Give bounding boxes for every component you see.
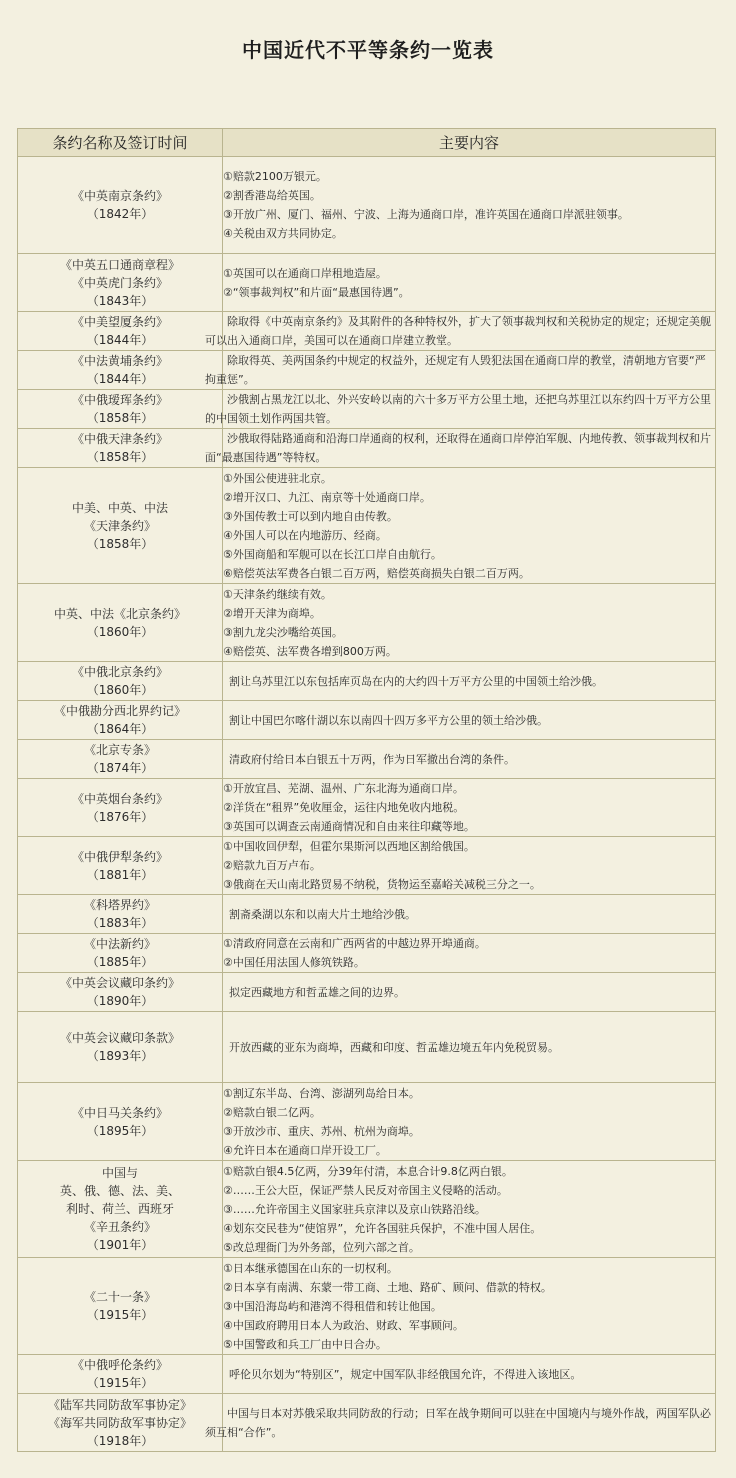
- table-row: [18, 1355, 716, 1394]
- table-row: [18, 312, 716, 351]
- content-item: ①割辽东半岛、台湾、澎湖列岛给日本。: [223, 1086, 420, 1100]
- treaty-name-line: （1885年）: [86, 955, 154, 969]
- content-item: ⑥赔偿英法军费各白银二百万两，赔偿英商损失白银二百万两。: [223, 566, 530, 580]
- column-header-content: 主要内容: [223, 129, 716, 157]
- treaty-content-cell: [223, 779, 716, 837]
- treaty-name-cell: [18, 934, 223, 973]
- treaty-name-cell: [18, 1355, 223, 1394]
- content-item: ①赔款2100万银元。: [223, 170, 327, 183]
- content-paragraph: 中国与日本对苏俄采取共同防敌的行动；日军在战争期间可以驻在中国境内与境外作战，两国军队必须互相“合作”。: [205, 1406, 711, 1439]
- treaty-name-cell: [18, 1258, 223, 1355]
- treaty-name-line: （1881年）: [86, 867, 154, 882]
- treaty-name-line: 《陆军共同防敌军事协定》: [47, 1397, 192, 1412]
- treaty-name-cell: [18, 351, 223, 390]
- treaty-name-line: （1895年）: [86, 1123, 154, 1138]
- treaty-name-cell: [18, 895, 223, 934]
- treaty-name-cell: [18, 701, 223, 740]
- content-item: ②“领事裁判权”和片面“最惠国待遇”。: [223, 285, 410, 299]
- content-paragraph: 除取得《中英南京条约》及其附件的各种特权外，扩大了领事裁判权和关税协定的规定；还规定美舰可以出入通商口岸，美国可以在通商口岸建立教堂。: [205, 315, 711, 347]
- table-row: [18, 973, 716, 1012]
- content-text: 呼伦贝尔划为“特别区”，规定中国军队非经俄国允许，不得进入该地区。: [229, 1367, 582, 1381]
- treaty-content-cell: [223, 837, 716, 895]
- content-item: ④划东交民巷为“使馆界”，允许各国驻兵保护，不准中国人居住。: [223, 1221, 542, 1235]
- treaty-table: [17, 128, 716, 1452]
- table-row: [18, 1083, 716, 1161]
- content-item: ②增开汉口、九江、南京等十处通商口岸。: [223, 490, 431, 504]
- treaty-name-cell: [18, 254, 223, 312]
- treaty-name-line: （1860年）: [86, 624, 154, 639]
- content-item: ③英国可以调查云南通商情况和自由来往印藏等地。: [223, 820, 475, 833]
- treaty-content-cell: [223, 701, 716, 740]
- content-item: ③中国沿海岛屿和港湾不得租借和转让他国。: [223, 1299, 442, 1313]
- content-item: ⑤改总理衙门为外务部，位列六部之首。: [223, 1240, 420, 1254]
- treaty-name-line: （1901年）: [86, 1238, 154, 1252]
- treaty-name-cell: [18, 468, 223, 584]
- content-item: ④外国人可以在内地游历、经商。: [223, 528, 387, 542]
- content-item: ①赔款白银4.5亿两，分39年付清，本息合计9.8亿两白银。: [223, 1164, 513, 1178]
- treaty-content-cell: [223, 1083, 716, 1161]
- treaty-name-line: （1858年）: [86, 450, 154, 464]
- treaty-name-line: 《中英会议藏印条款》: [59, 1031, 180, 1045]
- treaty-name-line: 中美、中英、中法: [71, 500, 168, 515]
- table-row: [18, 468, 716, 584]
- table-row: [18, 157, 716, 254]
- treaty-name-line: （1918年）: [86, 1433, 154, 1448]
- treaty-content-cell: [205, 312, 716, 351]
- content-item: ④中国政府聘用日本人为政治、财政、军事顾问。: [223, 1318, 464, 1332]
- table-row: [18, 837, 716, 895]
- treaty-name-line: 《中俄伊犁条约》: [71, 849, 168, 864]
- treaty-name-line: （1843年）: [86, 293, 154, 308]
- treaty-name-line: 《中俄勘分西北界约记》: [53, 704, 186, 718]
- content-item: ③……允许帝国主义国家驻兵京津以及京山铁路沿线。: [223, 1202, 486, 1216]
- table-row: [18, 390, 716, 429]
- treaty-name-cell: [18, 837, 223, 895]
- treaty-name-line: 《辛丑条约》: [83, 1220, 156, 1234]
- treaty-name-line: 《中俄呼伦条约》: [71, 1358, 168, 1372]
- content-item: ①清政府同意在云南和广西两省的中越边界开埠通商。: [223, 937, 486, 950]
- treaty-name-line: 《中俄瑷珲条约》: [71, 393, 168, 407]
- content-item: ③外国传教士可以到内地自由传教。: [223, 509, 398, 523]
- content-item: ③开放沙市、重庆、苏州、杭州为商埠。: [223, 1124, 420, 1138]
- content-item: ②中国任用法国人修筑铁路。: [223, 956, 365, 969]
- treaty-name-cell: [18, 779, 223, 837]
- content-text: 清政府付给日本白银五十万两，作为日军撤出台湾的条件。: [229, 752, 515, 766]
- content-item: ①天津条约继续有效。: [223, 587, 332, 601]
- content-item: ④关税由双方共同协定。: [223, 227, 343, 240]
- treaty-name-cell: [18, 312, 223, 351]
- content-text: 割让乌苏里江以东包括库页岛在内的大约四十万平方公里的中国领土给沙俄。: [229, 674, 603, 688]
- table-row: [18, 1161, 716, 1258]
- treaty-name-line: 《中英南京条约》: [71, 189, 168, 203]
- content-item: ③俄商在天山南北路贸易不纳税，货物运至嘉峪关减税三分之一。: [223, 878, 541, 891]
- treaty-name-line: 利时、荷兰、西班牙: [65, 1202, 174, 1216]
- treaty-name-cell: [18, 662, 223, 701]
- treaty-name-line: 《天津条约》: [83, 518, 156, 533]
- column-header-treaty: 条约名称及签订时间: [18, 129, 223, 157]
- treaty-name-cell: [18, 429, 223, 468]
- treaty-content-cell: [223, 157, 716, 254]
- page-title: 中国近代不平等条约一览表: [242, 38, 494, 62]
- content-text: 割斋桑湖以东和以南大片土地给沙俄。: [229, 907, 416, 921]
- treaty-name-line: （1844年）: [86, 333, 154, 347]
- table-row: [18, 1012, 716, 1083]
- content-text: 开放西藏的亚东为商埠，西藏和印度、哲孟雄边境五年内免税贸易。: [229, 1040, 559, 1054]
- treaty-content-cell: [205, 390, 716, 429]
- treaty-content-cell: [223, 1258, 716, 1355]
- treaty-name-line: （1915年）: [86, 1308, 154, 1322]
- treaty-content-cell: [205, 351, 716, 390]
- treaty-name-line: 《中法新约》: [83, 937, 156, 951]
- treaty-name-line: 《二十一条》: [83, 1290, 156, 1304]
- content-item: ①开放宜昌、芜湖、温州、广东北海为通商口岸。: [223, 782, 464, 795]
- treaty-name-line: 《海军共同防敌军事协定》: [47, 1415, 192, 1430]
- treaty-name-line: 《中美望厦条约》: [71, 315, 168, 329]
- table-row: [18, 584, 716, 662]
- treaty-name-cell: [18, 157, 223, 254]
- treaty-content-cell: [205, 429, 716, 468]
- treaty-content-cell: [223, 468, 716, 584]
- content-item: ②割香港岛给英国。: [223, 189, 321, 202]
- content-item: ⑤外国商船和军舰可以在长江口岸自由航行。: [223, 547, 442, 561]
- content-item: ④允许日本在通商口岸开设工厂。: [223, 1143, 387, 1157]
- treaty-name-cell: [18, 1394, 223, 1452]
- treaty-content-cell: [223, 1161, 716, 1258]
- content-item: ⑤中国警政和兵工厂由中日合办。: [223, 1337, 387, 1351]
- content-item: ①日本继承德国在山东的一切权利。: [223, 1261, 398, 1275]
- table-row: [18, 934, 716, 973]
- treaty-name-line: （1842年）: [86, 207, 154, 221]
- treaty-name-line: 《中英会议藏印条约》: [59, 976, 180, 990]
- content-item: ②洋货在“租界”免收厘金，运往内地免收内地税。: [223, 801, 465, 814]
- table-row: [18, 429, 716, 468]
- treaty-name-cell: [18, 584, 223, 662]
- treaty-name-line: 《北京专条》: [83, 743, 156, 757]
- content-paragraph: 沙俄取得陆路通商和沿海口岸通商的权利，还取得在通商口岸停泊军舰、内地传教、领事裁判权和片面“最惠国待遇”等特权。: [205, 432, 711, 464]
- treaty-name-cell: [18, 390, 223, 429]
- treaty-content-cell: [223, 1355, 716, 1394]
- content-item: ④赔偿英、法军费各增到800万两。: [223, 644, 397, 658]
- content-paragraph: 沙俄割占黑龙江以北、外兴安岭以南的六十多万平方公里土地，还把乌苏里江以东约四十万平方公里的中国领土划作两国共管。: [205, 393, 711, 425]
- treaty-name-line: （1893年）: [86, 1049, 154, 1063]
- table-row: [18, 662, 716, 701]
- treaty-name-line: 《中俄北京条约》: [71, 665, 168, 679]
- treaty-content-cell: [223, 1012, 716, 1083]
- treaty-name-line: （1876年）: [86, 809, 154, 824]
- treaty-content-cell: [223, 895, 716, 934]
- content-item: ①英国可以在通商口岸租地造屋。: [223, 266, 387, 280]
- content-text: 割让中国巴尔喀什湖以东以南四十四万多平方公里的领土给沙俄。: [229, 713, 548, 727]
- treaty-name-line: （1860年）: [86, 683, 154, 697]
- treaty-name-line: 《中英五口通商章程》: [59, 257, 180, 272]
- content-item: ②增开天津为商埠。: [223, 606, 321, 620]
- treaty-name-line: 中英、中法《北京条约》: [53, 606, 186, 621]
- treaty-name-line: （1858年）: [86, 536, 154, 551]
- treaty-content-cell: [223, 584, 716, 662]
- treaty-name-line: （1844年）: [86, 372, 154, 386]
- treaty-content-cell: [223, 973, 716, 1012]
- table-row: [18, 740, 716, 779]
- treaty-name-line: 《中俄天津条约》: [71, 432, 168, 446]
- treaty-name-cell: [18, 1012, 223, 1083]
- treaty-content-cell: [223, 662, 716, 701]
- treaty-name-line: 《科塔界约》: [83, 898, 156, 912]
- table-row: [18, 701, 716, 740]
- treaty-content-cell: [223, 740, 716, 779]
- treaty-name-line: 《中英烟台条约》: [71, 791, 168, 806]
- treaty-content-cell: [205, 1394, 716, 1452]
- treaty-name-cell: [18, 1083, 223, 1161]
- treaty-name-line: （1874年）: [86, 761, 154, 775]
- treaty-name-cell: [18, 973, 223, 1012]
- treaty-name-cell: [18, 1161, 223, 1258]
- content-item: ③开放广州、厦门、福州、宁波、上海为通商口岸，准许英国在通商口岸派驻领事。: [223, 208, 629, 221]
- content-item: ①外国公使进驻北京。: [223, 471, 332, 485]
- treaty-name-line: 英、俄、德、法、美、: [59, 1184, 180, 1198]
- table-row: [18, 895, 716, 934]
- table-row: [18, 254, 716, 312]
- table-row: [18, 1258, 716, 1355]
- table-row: [18, 779, 716, 837]
- content-item: ②赔款九百万卢布。: [223, 859, 321, 872]
- content-item: ②赔款白银二亿两。: [223, 1105, 321, 1119]
- content-item: ②……王公大臣，保证严禁人民反对帝国主义侵略的活动。: [223, 1183, 508, 1197]
- content-paragraph: 除取得英、美两国条约中规定的权益外，还规定有人毁犯法国在通商口岸的教堂，清朝地方官要“严拘重惩”。: [205, 354, 706, 386]
- content-item: ②日本享有南满、东蒙一带工商、土地、路矿、顾问、借款的特权。: [223, 1280, 552, 1294]
- treaty-name-line: 《中英虎门条约》: [71, 275, 168, 290]
- treaty-name-line: （1858年）: [86, 411, 154, 425]
- table-row: [18, 351, 716, 390]
- treaty-name-line: （1890年）: [86, 994, 154, 1008]
- treaty-name-line: 《中法黄埔条约》: [71, 354, 168, 368]
- content-item: ①中国收回伊犁，但霍尔果斯河以西地区割给俄国。: [223, 840, 475, 853]
- treaty-name-line: （1883年）: [86, 916, 154, 930]
- table-header-row: [18, 129, 716, 157]
- treaty-content-cell: [223, 254, 716, 312]
- treaty-name-cell: [18, 740, 223, 779]
- treaty-name-line: （1864年）: [86, 722, 154, 736]
- table-row: [18, 1394, 716, 1452]
- content-text: 拟定西藏地方和哲孟雄之间的边界。: [229, 985, 405, 999]
- treaty-name-line: （1915年）: [86, 1376, 154, 1390]
- treaty-name-line: 中国与: [101, 1166, 138, 1180]
- content-item: ③割九龙尖沙嘴给英国。: [223, 625, 343, 639]
- treaty-content-cell: [223, 934, 716, 973]
- treaty-name-line: 《中日马关条约》: [71, 1105, 168, 1120]
